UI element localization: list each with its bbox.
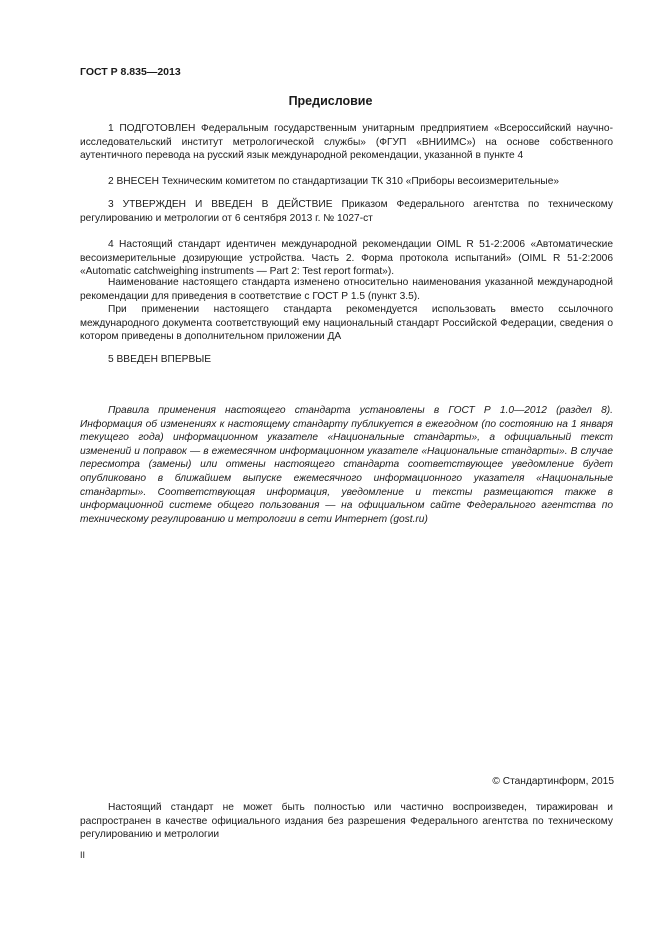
paragraph-reference-usage: При применении настоящего стандарта рекомендуется использовать вместо ссылочного международного документа соответствующий ему национальный стандарт Российской Федерации, сведения о котором приведены в дополнительном приложении ДА (80, 304, 613, 343)
reproduction-notice: Настоящий стандарт не может быть полностью или частично воспроизведен, тиражирован и распространен в качестве официального издания без разрешения Федерального агентства по техническому регулированию и метрологии (80, 802, 613, 841)
paragraph-first-introduced: 5 ВВЕДЕН ВПЕРВЫЕ (108, 354, 212, 365)
paragraph-prepared: 1 ПОДГОТОВЛЕН Федеральным государственным унитарным предприятием «Всероссийский научно-исследовательский институт метрологической службы» (ФГУП «ВНИИМС») на основе собственного аутентичного перевода на русский язык международной рекомендации, указанной в пункте 4 (80, 123, 613, 162)
paragraph-identical: 4 Настоящий стандарт идентичен международной рекомендации OIML R 51-2:2006 «Автоматические весоизмерительные дозирующие устройства. Часть 2. Форма протокола испытаний» (OIML R 51-2:2006 «Automatic catchweighing instruments — Part 2: Test report format»). (80, 239, 613, 278)
paragraph-name-changed: Наименование настоящего стандарта изменено относительно наименования указанной международной рекомендации для приведения в соответствие с ГОСТ Р 1.5 (пункт 3.5). (80, 277, 613, 302)
copyright: © Стандартинформ, 2015 (492, 776, 614, 787)
notice-application-rules: Правила применения настоящего стандарта установлены в ГОСТ Р 1.0—2012 (раздел 8). Информация об изменениях к настоящему стандарту публикуется в ежегодном (по состоянию на 1 января текущего года) информационном указателе «Национальные стандарты», а официальный текст изменений и поправок — в ежемесячном информационном указателе «Национальные стандарты». В случае пересмотра (замены) или отмены настоящего стандарта соответствующее уведомление будет опубликовано в ближайшем выпуске ежемесячного информационного указателя «Национальные стандарты». Соответствующая информация, уведомление и тексты размещаются также в информационной системе общего пользования — на официальном сайте Федерального агентства по техническому регулированию и метрологии в сети Интернет (gost.ru) (80, 405, 613, 525)
paragraph-approved: 3 УТВЕРЖДЕН И ВВЕДЕН В ДЕЙСТВИЕ Приказом Федерального агентства по техническому регулированию и метрологии от 6 сентября 2013 г. № 1027-ст (80, 199, 613, 224)
page-number: II (80, 850, 86, 860)
paragraph-introduced: 2 ВНЕСЕН Техническим комитетом по стандартизации ТК 310 «Приборы весоизмерительные» (108, 176, 560, 187)
document-code: ГОСТ Р 8.835—2013 (80, 66, 181, 78)
page-title: Предисловие (288, 94, 373, 108)
